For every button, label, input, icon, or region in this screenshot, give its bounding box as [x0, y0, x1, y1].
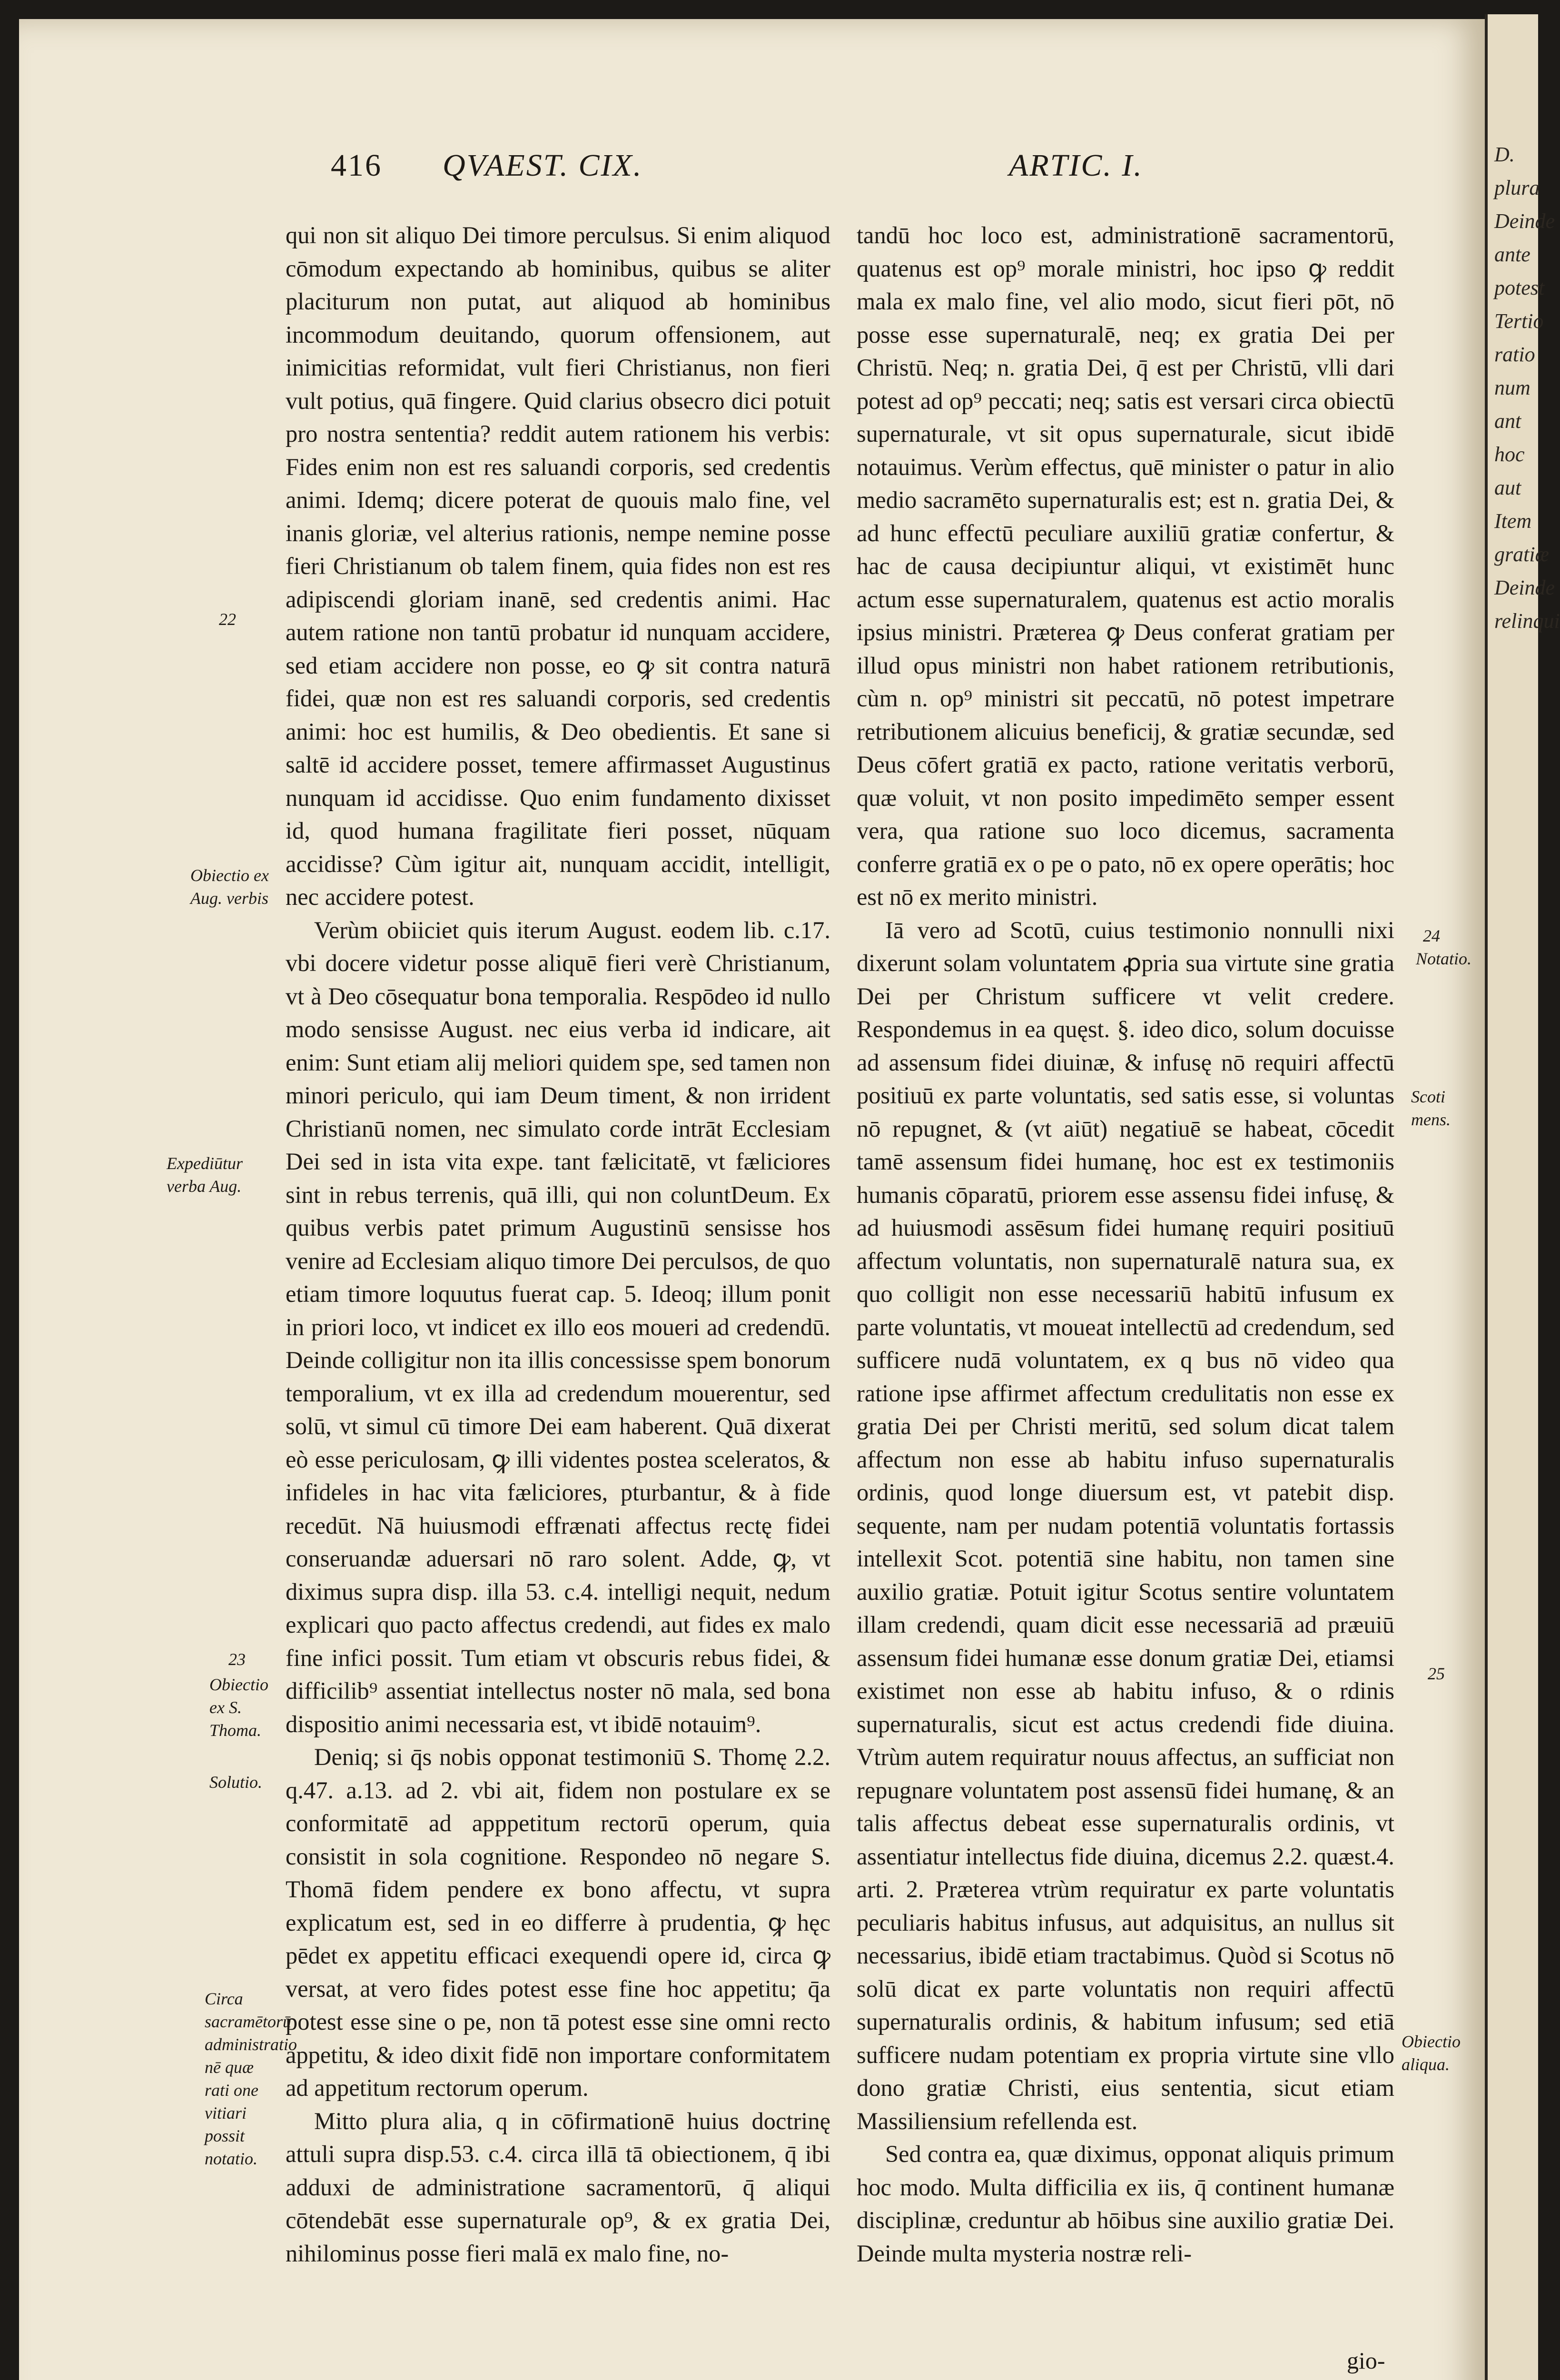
paragraph: Sed contra ea, quæ diximus, opponat aliquis primum hoc modo. Multa difficilia ex iis, q̄ continent humanæ disciplinæ, creduntur ab hōibus sine auxilio gratiæ Dei. Deinde multa mysteria nostræ reli- — [857, 2141, 1394, 2267]
margin-number: 22 — [219, 610, 236, 629]
running-head-article: ARTIC. I. — [1009, 148, 1143, 183]
catchword: gio- — [1347, 2347, 1385, 2374]
paragraph: Deniq; si q̄s nobis opponat testimoniū S. Thomę 2.2. q.47. a.13. ad 2. vbi ait, fidem non postulare ex se conformitatē ad apppetitum rectorū operum, quia consistit in sola cognitione. Respondeo nō negare S. Thomā fidem pendere ex bono affectu, vt supra explicatum est, sed in eo differre à prudentia, ꝙ hęc pēdet ex appetitu efficaci exequendi opere id, circa ꝙ versat, at vero fides potest esse fine hoc appetitu; q̄a potest esse sine o pe, non tā potest esse sine omni recto appetitu, & ideo dixit fidē non importare conformitatem ad appetitum rectorum operum. — [286, 1744, 830, 2101]
margin-note: Notatio. — [1416, 949, 1472, 968]
adjacent-page-fragment: ant — [1494, 409, 1521, 433]
paragraph: Verùm obiiciet quis iterum August. eodem lib. c.17. vbi docere videtur posse aliquē fieri verè Christianum, vt à Deo cōsequatur bona temporalia. Respōdeo id nullo modo sensisse August. nec eius verba id indicare, ait enim: Sunt etiam alij meliori quidem spe, sed tamen non minori periculo, qui iam Deum timent, & non irrident Christianū nomen, nec simulato corde intrāt Ecclesiam Dei sed in ista vita expe. tant fælicitatē, vt fæliciores sint in rebus terrenis, quā illi, qui non coluntDeum. Ex quibus verbis patet primum Augustinū sensisse hos venire ad Ecclesiam aliquo timore Dei perculsos, de quo etiam timore loquutus fuerat cap. 5. Ideoq; illum ponit in priori loco, vt indicet ex illo eos moueri ad credendū. Deinde colligitur non ita illis concessisse spem bonorum temporalium, vt ex illa ad credendum mouerentur, sed solū, vt simul cū timore Dei eam haberent. Quā dixerat eò esse periculosam, ꝙ illi videntes postea sceleratos, & infideles in hac vita fæliciores, pturbantur, & à fide recedūt. Nā huiusmodi effrænati affectus rectę fidei conseruandæ aduersari nō raro solent. Adde, ꝙ, vt diximus supra disp. illa 53. c.4. intelligi nequit, nedum explicari quo pacto affectus credendi, aut fides ex malo fine infici possit. Tum etiam vt obscuris rebus fidei, & difficilib⁹ assentiat intellectus noster nō mala, sed bona dispositio animi necessaria est, vt ibidē notauim⁹. — [286, 916, 830, 1737]
margin-note: Obiectio aliqua. — [1402, 2032, 1461, 2074]
adjacent-page-fragment: num — [1494, 376, 1530, 399]
adjacent-page-edge — [1485, 14, 1560, 2380]
right-text-column — [857, 219, 1394, 2270]
adjacent-page-fragment: Deinde — [1494, 209, 1555, 233]
margin-note: Expediūtur verba Aug. — [167, 1154, 243, 1196]
adjacent-page-fragment: Tertio — [1494, 309, 1544, 333]
left-text-column — [286, 219, 830, 2270]
paragraph: tandū hoc loco est, administrationē sacramentorū, quatenus est op⁹ morale ministri, hoc ipso ꝙ reddit mala ex malo fine, vel alio modo, sicut fieri pōt, nō posse esse supernaturalē, neq; ex gratia Dei per Christū. Neq; n. gratia Dei, q̄ est per Christū, vlli dari potest ad op⁹ peccati; neq; satis est versari circa obiectū supernaturale, vt sit opus supernaturale, sicut ibidē notauimus. Verùm effectus, quē minister o patur in alio medio sacramēto supernaturalis est; est n. gratia Dei, & ad hunc effectū peculiare auxiliū gratiæ confertur, & hac de causa decipiuntur aliqui, vt existimēt hunc actum esse supernaturalem, quatenus est actio moralis ipsius ministri. Præterea ꝙ Deus conferat gratiam per illud opus ministri non habet rationem retributionis, cùm n. op⁹ ministri sit peccatū, nō potest impetrare retributionem alicuius beneficij, & gratiæ secundæ, sed Deus cōfert gratiā ex pacto, ratione veritatis verborū, quæ voluit, vt non posito impedimēto semper essent vera, qua ratione suo loco dicemus, sacramenta conferre gratiā ex o pe o pato, nō ex opere operātis; hoc est nō ex merito ministri. — [857, 222, 1394, 910]
adjacent-page-fragment: D. — [1494, 143, 1515, 166]
margin-number: 23 — [228, 1650, 246, 1669]
adjacent-page-fragment: Item — [1494, 509, 1532, 533]
book-page — [19, 19, 1485, 2380]
margin-note: Solutio. — [209, 1773, 263, 1792]
adjacent-page-fragment: aut — [1494, 476, 1521, 499]
adjacent-page-fragment: potest — [1494, 276, 1545, 299]
adjacent-page-fragment: Deinde — [1494, 576, 1555, 599]
adjacent-page-fragment: ante — [1494, 243, 1530, 266]
adjacent-page-fragment: hoc — [1494, 443, 1525, 466]
running-head-question: QVAEST. CIX. — [443, 148, 643, 183]
adjacent-page-fragment: plura — [1494, 176, 1540, 199]
adjacent-page-fragment: relinqui — [1494, 609, 1560, 633]
margin-number: 24 — [1423, 926, 1440, 945]
margin-note: Scoti mens. — [1411, 1087, 1451, 1129]
margin-number: 25 — [1428, 1664, 1445, 1683]
paragraph: Mitto plura alia, q in cōfirmationē huius doctrinę attuli supra disp.53. c.4. circa illā tā obiectionem, q̄ ibi adduxi de administratione sacramentorū, q̄ aliqui cōtendebāt esse supernaturale op⁹, & ex gratia Dei, nihilominus posse fieri malā ex malo fine, no- — [286, 2107, 830, 2267]
page-number: 416 — [331, 148, 382, 183]
margin-note: Obiectio ex S. Thoma. — [209, 1675, 268, 1740]
adjacent-page-fragment: gratiæ — [1494, 543, 1549, 566]
margin-note: Obiectio ex Aug. verbis — [190, 866, 269, 908]
paragraph: Iā vero ad Scotū, cuius testimonio nonnulli nixi dixerunt solam voluntatem ꝓpria sua virtute sine gratia Dei per Christum sufficere vt velit credere. Respondemus in ea quęst. §. ideo dico, solum docuisse ad assensum fidei diuinæ, & infusę nō requiri affectū positiuū ex parte voluntatis, sed satis esse, si voluntas nō repugnet, & (vt aiūt) negatiuē se habeat, cōcedit tamē assensum fidei humanę, hoc est ex testimoniis humanis cōparatū, priorem esse assensu fidei infusę, & ad huiusmodi assēsum fidei humanę requiri positiuū affectum voluntatis, non supernaturalē natura sua, ex quo colligit non esse necessariū habitū infusum ex parte voluntatis, vt moueat intellectū ad credendum, sed sufficere nudā voluntatem, ex q bus nō video qua ratione ipse affirmet affectum credulitatis non esse ex gratia Dei per Christi meritū, sed solum dicat talem affectum non esse ab habitu infuso supernaturalis ordinis, quod longe diuersum est, vt patebit disp. sequente, nam per nudam potentiā voluntatis fortassis intellexit Scot. potentiā sine habitu, non tamen sine auxilio gratiæ. Potuit igitur Scotus sentire voluntatem illam credendi, quam dicit esse necessariā ad præuiū assensum fidei humanæ esse donum gratiæ Dei, etiamsi existimet non esse ab habitu infuso, & o rdinis supernaturalis, sicut est actus credendi fide diuina. Vtrùm autem requiratur nouus affectus, an sufficiat non repugnare voluntatem post assensū fidei humanę, & an talis affectus debeat esse supernaturalis ordinis, vt assentiatur intellectus fide diuina, dicemus 2.2. quæst.4. arti. 2. Præterea vtrùm requiratur ex parte voluntatis peculiaris habitus infusus, aut adquisitus, an nullus sit necessarius, ibidē etiam tractabimus. Quòd si Scotus nō solū dicat ex parte voluntatis non requiri affectū supernaturalis ordinis, & habitum infusum; sed etiā sufficere nudam potentiam ex propria virtute sine vllo dono gratiæ Christi, eius sententia, sicut etiam Massiliensium refellenda est. — [857, 916, 1394, 2134]
margin-note: Circa sacramētorū administratio nē quæ rati one vitiari possit notatio. — [205, 1989, 297, 2168]
paragraph: qui non sit aliquo Dei timore perculsus. Si enim aliquod cōmodum expectando ab hominibus, quibus se aliter placiturum non putat, aut aliquod ab hominibus incommodum deuitando, quorum offensionem, aut inimicitias reformidat, vult fieri Christianus, non fieri vult potius, quā fingere. Quid clarius obsecro dici potuit pro nostra sententia? reddit autem rationem his verbis: Fides enim non est res saluandi corporis, sed credentis animi. Idemq; dicere poterat de quouis malo fine, vel inanis gloriæ, vel alterius rationis, nempe nemine posse fieri Christianum ob talem finem, quia fides non est res adipiscendi gloriam inanē, sed credentis animi. Hac autem ratione non tantū probatur id nunquam accidere, sed etiam accidere non posse, eo ꝙ sit contra naturā fidei, quæ non est res saluandi corporis, sed credentis animi: hoc est humilis, & Deo obedientis. Et sane si saltē id accidere posset, temere affirmasset Augustinus nunquam id accidisse. Quo enim fundamento dixisset id, quod humana fragilitate fieri posset, nūquam accidisse? Cùm igitur ait, nunquam accidit, intelligit, nec accidere potest. — [286, 222, 830, 910]
adjacent-page-fragment: ratio — [1494, 343, 1535, 366]
